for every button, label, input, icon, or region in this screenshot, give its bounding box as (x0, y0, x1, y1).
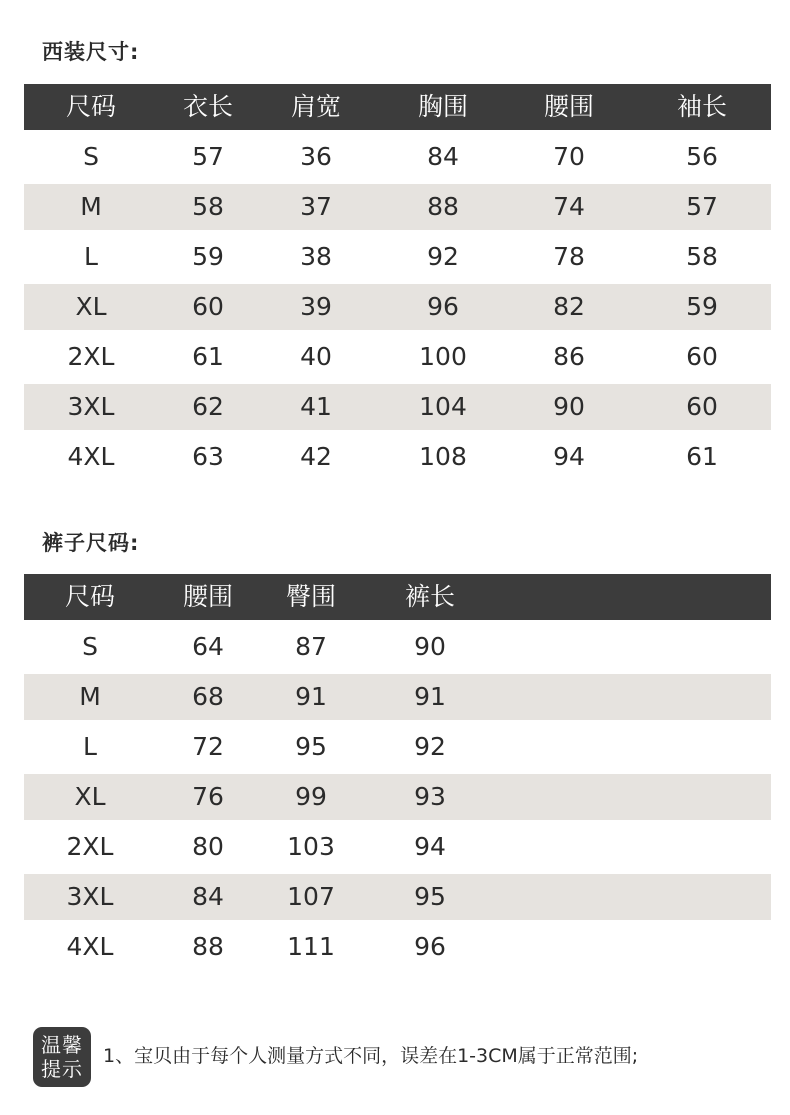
size-label-cell: 2XL (67, 342, 115, 371)
measurement-cell: 61 (192, 342, 224, 371)
tip-text: 1、宝贝由于每个人测量方式不同，误差在1-3CM属于正常范围; (103, 1045, 639, 1067)
size-label-cell: L (84, 242, 98, 271)
size-label-cell: XL (74, 782, 106, 811)
size-label-cell: L (83, 732, 97, 761)
header-cell: 衣长 (182, 92, 234, 121)
measurement-cell: 91 (295, 682, 327, 711)
measurement-cell: 94 (553, 442, 585, 471)
measurement-cell: 76 (192, 782, 224, 811)
measurement-cell: 93 (414, 782, 446, 811)
header-cell: 腰围 (182, 582, 234, 611)
measurement-cell: 56 (686, 142, 718, 171)
measurement-cell: 60 (686, 342, 718, 371)
table-row (24, 334, 771, 380)
tip-badge-line1: 温馨 (41, 1033, 83, 1057)
measurement-cell: 61 (686, 442, 718, 471)
measurement-cell: 62 (192, 392, 224, 421)
header-cell: 裤长 (404, 582, 456, 611)
table-row (24, 284, 771, 330)
size-label-cell: 3XL (67, 392, 115, 421)
measurement-cell: 91 (414, 682, 446, 711)
measurement-cell: 64 (192, 632, 224, 661)
measurement-cell: 92 (414, 732, 446, 761)
measurement-cell: 58 (686, 242, 718, 271)
measurement-cell: 84 (192, 882, 224, 911)
size-label-cell: M (80, 192, 102, 221)
measurement-cell: 108 (419, 442, 467, 471)
table-row (24, 674, 771, 720)
measurement-cell: 78 (553, 242, 585, 271)
measurement-cell: 58 (192, 192, 224, 221)
measurement-cell: 88 (427, 192, 459, 221)
suit-table-header (24, 84, 771, 130)
pants-size-title: 裤子尺码: (42, 531, 140, 555)
size-label-cell: 2XL (66, 832, 114, 861)
measurement-cell: 95 (295, 732, 327, 761)
measurement-cell: 86 (553, 342, 585, 371)
measurement-cell: 99 (295, 782, 327, 811)
measurement-cell: 96 (414, 932, 446, 961)
table-row (24, 874, 771, 920)
measurement-cell: 68 (192, 682, 224, 711)
measurement-cell: 92 (427, 242, 459, 271)
table-row (24, 624, 771, 670)
tip-badge (33, 1027, 91, 1087)
table-row (24, 774, 771, 820)
table-row (24, 234, 771, 280)
table-row (24, 724, 771, 770)
measurement-cell: 104 (419, 392, 467, 421)
size-label-cell: 4XL (66, 932, 114, 961)
header-cell: 袖长 (676, 92, 728, 121)
size-label-cell: 3XL (66, 882, 114, 911)
measurement-cell: 39 (300, 292, 332, 321)
measurement-cell: 72 (192, 732, 224, 761)
measurement-cell: 100 (419, 342, 467, 371)
suit-size-title: 西装尺寸: (42, 40, 140, 64)
measurement-cell: 38 (300, 242, 332, 271)
table-row (24, 384, 771, 430)
measurement-cell: 74 (553, 192, 585, 221)
size-label-cell: M (79, 682, 101, 711)
header-cell: 臀围 (285, 582, 337, 611)
pants-size-table (24, 574, 771, 970)
measurement-cell: 60 (686, 392, 718, 421)
measurement-cell: 70 (553, 142, 585, 171)
measurement-cell: 59 (192, 242, 224, 271)
measurement-cell: 37 (300, 192, 332, 221)
table-row (24, 924, 771, 970)
header-cell: 尺码 (65, 92, 117, 121)
measurement-cell: 107 (287, 882, 335, 911)
table-row (24, 134, 771, 180)
measurement-cell: 103 (287, 832, 335, 861)
header-cell: 腰围 (543, 92, 595, 121)
measurement-cell: 63 (192, 442, 224, 471)
size-label-cell: XL (75, 292, 107, 321)
measurement-cell: 42 (300, 442, 332, 471)
header-cell: 胸围 (417, 92, 469, 121)
measurement-cell: 80 (192, 832, 224, 861)
header-cell: 肩宽 (290, 92, 342, 121)
measurement-cell: 95 (414, 882, 446, 911)
measurement-cell: 90 (553, 392, 585, 421)
measurement-cell: 40 (300, 342, 332, 371)
table-row (24, 184, 771, 230)
measurement-cell: 94 (414, 832, 446, 861)
measurement-cell: 59 (686, 292, 718, 321)
header-cell: 尺码 (64, 582, 116, 611)
measurement-cell: 87 (295, 632, 327, 661)
measurement-cell: 82 (553, 292, 585, 321)
measurement-cell: 90 (414, 632, 446, 661)
tip-badge-line2: 提示 (41, 1057, 83, 1081)
pants-table-header (24, 574, 771, 620)
table-row (24, 824, 771, 870)
measurement-cell: 84 (427, 142, 459, 171)
measurement-cell: 57 (192, 142, 224, 171)
measurement-cell: 36 (300, 142, 332, 171)
measurement-cell: 96 (427, 292, 459, 321)
size-label-cell: S (83, 142, 99, 171)
measurement-cell: 88 (192, 932, 224, 961)
suit-size-table (24, 84, 771, 480)
table-row (24, 434, 771, 480)
size-label-cell: S (82, 632, 98, 661)
measurement-cell: 57 (686, 192, 718, 221)
measurement-cell: 41 (300, 392, 332, 421)
measurement-cell: 60 (192, 292, 224, 321)
measurement-cell: 111 (287, 932, 335, 961)
size-label-cell: 4XL (67, 442, 115, 471)
